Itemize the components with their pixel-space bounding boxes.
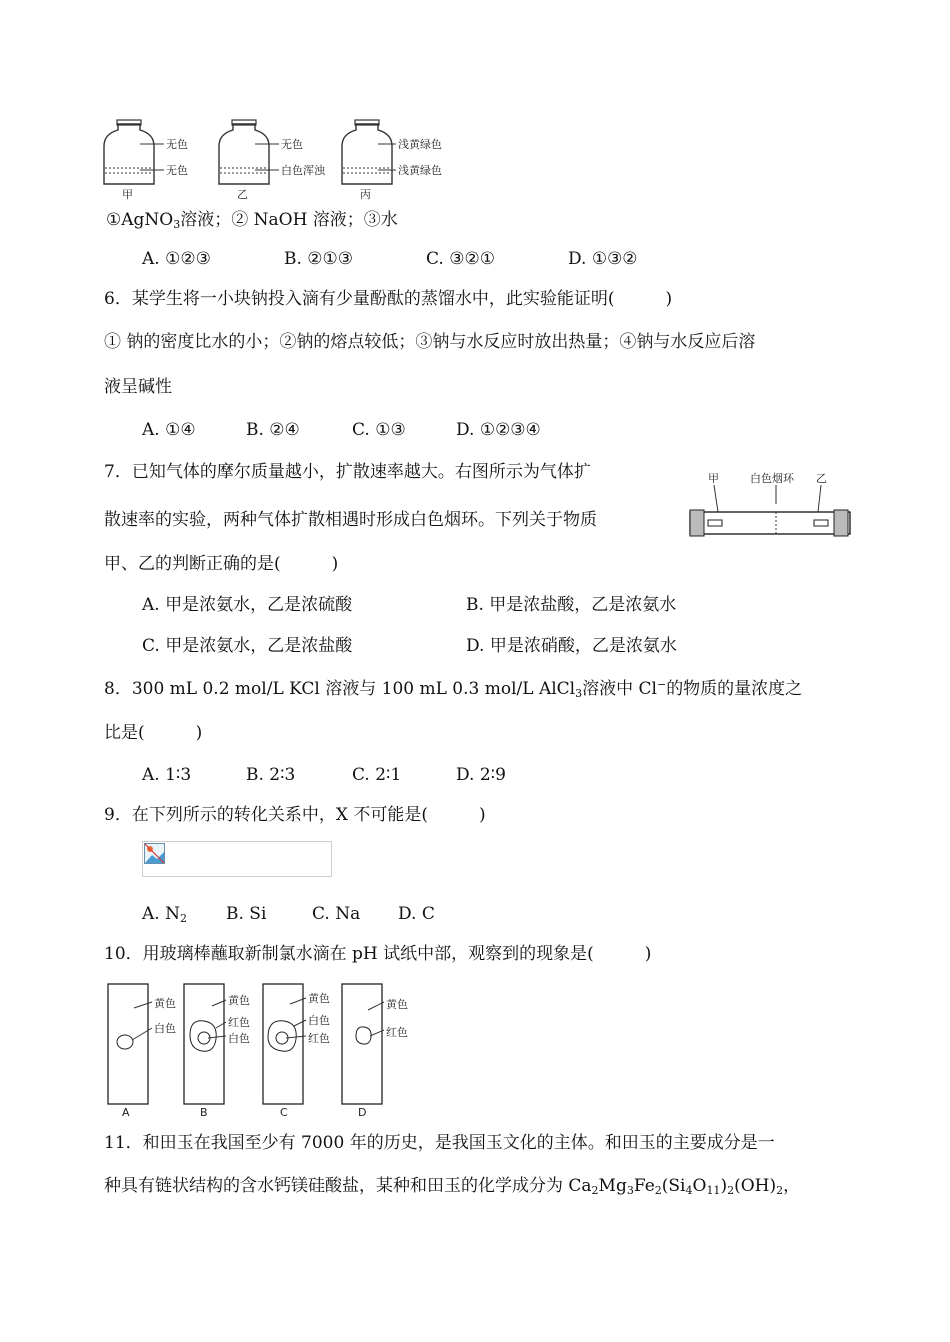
q5-option-c[interactable]: C. ③②① [426, 249, 495, 269]
q11-formula-line: 种具有链状结构的含水钙镁硅酸盐，某种和田玉的化学成分为 $Ca_2Mg_3Fe_2(Si_4O_{11})_2(OH)_2$， [104, 1176, 801, 1197]
strip-b [184, 984, 250, 1119]
q6-option-c[interactable]: C. ①③ [352, 420, 406, 440]
q7-option-b[interactable]: B. 甲是浓盐酸，乙是浓氨水 [466, 595, 677, 615]
jar-c-top-label: 浅黄绿色 [398, 138, 442, 151]
q10-ph-strips-figure [100, 980, 430, 1120]
strip-c-caption: C [280, 1106, 288, 1119]
jar-b-bottom-label: 白色浑浊 [281, 164, 325, 177]
jar-b-caption: 乙 [237, 188, 248, 201]
jar-a [104, 120, 188, 201]
q5-option-b[interactable]: B. ②①③ [284, 249, 354, 269]
q8-stem-line2: 比是( ) [104, 723, 203, 743]
q5-jars-figure [100, 118, 460, 202]
jar-c-caption: 丙 [360, 188, 371, 201]
q9-option-b[interactable]: B. Si [226, 904, 267, 924]
jar-c [342, 120, 442, 201]
q6-options [142, 418, 541, 442]
q6-stem: 6．某学生将一小块钠投入滴有少量酚酞的蒸馏水中，此实验能证明( ) [104, 289, 673, 309]
q9-options [142, 902, 435, 926]
q6-statements: ① 钠的密度比水的小；②钠的熔点较低；③钠与水反应时放出热量；④钠与水反应后溶 [104, 332, 756, 352]
strip-b-label-2: 红色 [228, 1016, 250, 1029]
q7-diffusion-tube-figure [688, 470, 852, 540]
q7-option-d[interactable]: D. 甲是浓硝酸，乙是浓氨水 [466, 636, 677, 656]
strip-a-caption: A [122, 1106, 130, 1119]
strip-b-caption: B [200, 1106, 208, 1119]
q6-statements-cont: 液呈碱性 [104, 377, 172, 397]
q8-option-a[interactable]: A. 1∶3 [142, 765, 192, 785]
q7-options-row2 [142, 634, 677, 658]
jar-a-top-label: 无色 [166, 138, 188, 151]
q5-options [142, 247, 638, 271]
strip-d-label-1: 黄色 [386, 998, 408, 1011]
strip-d-caption: D [358, 1106, 367, 1119]
q7-options-row1 [142, 593, 676, 617]
strip-c-label-2: 白色 [308, 1014, 330, 1027]
jar-b [219, 120, 326, 201]
q9-stem: 9．在下列所示的转化关系中，X 不可能是( ) [104, 805, 486, 825]
strip-a-label-1: 黄色 [154, 997, 176, 1010]
strip-b-label-3: 白色 [228, 1032, 250, 1045]
q7-stem-line3: 甲、乙的判断正确的是( ) [104, 554, 339, 574]
q7-stem: 7．已知气体的摩尔质量越小，扩散速率越大。右图所示为气体扩 [104, 462, 591, 482]
strip-a [108, 984, 176, 1119]
q10-stem: 10．用玻璃棒蘸取新制氯水滴在 pH 试纸中部，观察到的现象是( ) [104, 944, 652, 964]
strip-c [263, 984, 330, 1119]
strip-d [342, 984, 408, 1119]
strip-a-label-2: 白色 [154, 1022, 176, 1035]
jar-a-caption: 甲 [122, 188, 133, 201]
strip-c-label-1: 黄色 [308, 992, 330, 1005]
q8-option-d[interactable]: D. 2∶9 [456, 765, 506, 785]
q6-option-a[interactable]: A. ①④ [142, 420, 196, 440]
q7-fig-mid-label: 白色烟环 [750, 472, 794, 485]
jar-c-bottom-label: 浅黄绿色 [398, 164, 442, 177]
strip-c-label-3: 红色 [308, 1032, 330, 1045]
q7-fig-right-label: 乙 [816, 472, 827, 485]
q9-option-d[interactable]: D. C [398, 904, 435, 924]
q9-option-a[interactable]: A. $N_2$ [142, 904, 187, 925]
q5-reagents: ①AgNO$_3$溶液；② NaOH 溶液；③水 [106, 210, 398, 231]
q7-option-c[interactable]: C. 甲是浓氨水，乙是浓盐酸 [142, 636, 353, 656]
q7-stem-line2: 散速率的实验，两种气体扩散相遇时形成白色烟环。下列关于物质 [104, 510, 597, 530]
strip-d-label-2: 红色 [386, 1026, 408, 1039]
q5-option-d[interactable]: D. ①③② [568, 249, 638, 269]
q8-option-c[interactable]: C. 2∶1 [352, 765, 402, 785]
q8-option-b[interactable]: B. 2∶3 [246, 765, 296, 785]
q8-stem: 8．300 mL 0.2 mol/L KCl 溶液与 100 mL 0.3 mol/L AlCl$_3$溶液中 Cl−的物质的量浓度之 [104, 678, 803, 700]
q9-broken-image [142, 841, 332, 877]
jar-b-top-label: 无色 [281, 138, 303, 151]
q11-stem: 11．和田玉在我国至少有 7000 年的历史，是我国玉文化的主体。和田玉的主要成分是一 [104, 1133, 775, 1153]
q8-options [142, 763, 506, 787]
q7-option-a[interactable]: A. 甲是浓氨水，乙是浓硫酸 [142, 595, 353, 615]
q9-option-c[interactable]: C. Na [312, 904, 361, 924]
broken-image-icon [144, 843, 166, 865]
jar-a-bottom-label: 无色 [166, 164, 188, 177]
q5-option-a[interactable]: A. ①②③ [142, 249, 211, 269]
q6-option-b[interactable]: B. ②④ [246, 420, 300, 440]
strip-b-label-1: 黄色 [228, 994, 250, 1007]
q6-option-d[interactable]: D. ①②③④ [456, 420, 541, 440]
q7-fig-left-label: 甲 [708, 472, 719, 485]
